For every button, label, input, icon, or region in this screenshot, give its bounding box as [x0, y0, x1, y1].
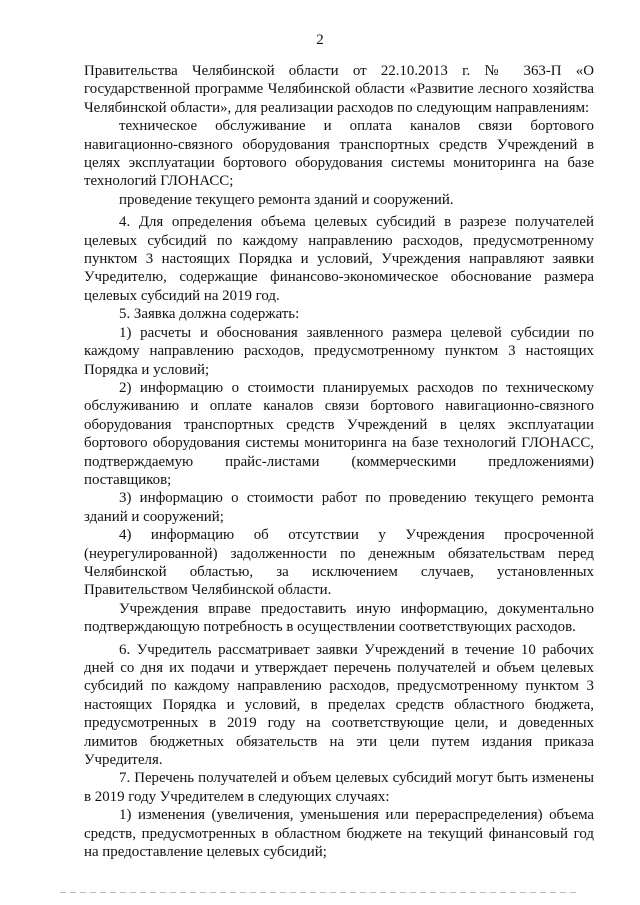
paragraph: 4. Для определения объема целевых субсидий в разрезе получателей целевых субсидий по каждому направлению расходов, предусмотренному пунктом 3 настоящих Порядка и условий, Учреждения направляют заявки Учредителю, содержащие финансово-экономическое обоснование размера целевых субсидий на 2019 год.	[84, 214, 594, 304]
paragraph: 5. Заявка должна содержать:	[119, 306, 300, 323]
paragraph: проведение текущего ремонта зданий и сооружений.	[119, 191, 454, 208]
paragraph: техническое обслуживание и оплата каналов связи бортового навигационно-связного оборудования транспортных средств Учреждений в целях эксплуатации бортового оборудования системы мониторинга на базе технологий ГЛОНАСС;	[84, 118, 594, 190]
paragraph: 7. Перечень получателей и объем целевых субсидий могут быть изменены в 2019 году Учредителем в следующих случаях:	[84, 770, 594, 805]
paragraph: Правительства Челябинской области от 22.10.2013 г. № 363-П «О государственной программе Челябинской области «Развитие лесного хозяйства Челябинской области», для реализации расходов по следующим направлениям:	[84, 63, 594, 116]
paragraph: 4) информацию об отсутствии у Учреждения просроченной (неурегулированной) задолженности по денежным обязательствам перед Челябинской областью, за исключением случаев, установленных Правительством Челябинской области.	[84, 527, 594, 599]
paragraph: Учреждения вправе предоставить иную информацию, документально подтверждающую потребность в осуществлении соответствующих расходов.	[84, 600, 594, 636]
document-body	[84, 62, 594, 861]
page-number: 2	[316, 32, 324, 48]
paragraph: 2) информацию о стоимости планируемых расходов по техническому обслуживанию и оплате каналов связи бортового навигационно-связного оборудования транспортных средств Учреждений в целях эксплуатации бортового оборудования системы мониторинга на базе технологий ГЛОНАСС, подтверждаемую прайс-листами (коммерческими предложениями) поставщиков;	[84, 379, 594, 488]
paragraph: 1) расчеты и обоснования заявленного размера целевой субсидии по каждому направлению расходов, предусмотренному пунктом 3 настоящих Порядка и условий;	[84, 324, 594, 378]
paragraph: 6. Учредитель рассматривает заявки Учреждений в течение 10 рабочих дней со дня их подачи и утверждает перечень получателей и объем целевых субсидий по каждому направлению расходов, предусмотренному пунктом 3 настоящих Порядка и условий, в пределах средств областного бюджета, предусмотренных в 2019 году на соответствующие цели, и доведенных лимитов бюджетных обязательств на эти цели путем издания приказа Учредителя.	[84, 641, 594, 769]
bottom-scan-edge	[60, 892, 580, 893]
paragraph: 1) изменения (увеличения, уменьшения или перераспределения) объема средств, предусмотренных в областном бюджете на текущий финансовый год на предоставление целевых субсидий;	[84, 807, 594, 861]
paragraph: 3) информацию о стоимости работ по проведению текущего ремонта зданий и сооружений;	[84, 490, 594, 525]
